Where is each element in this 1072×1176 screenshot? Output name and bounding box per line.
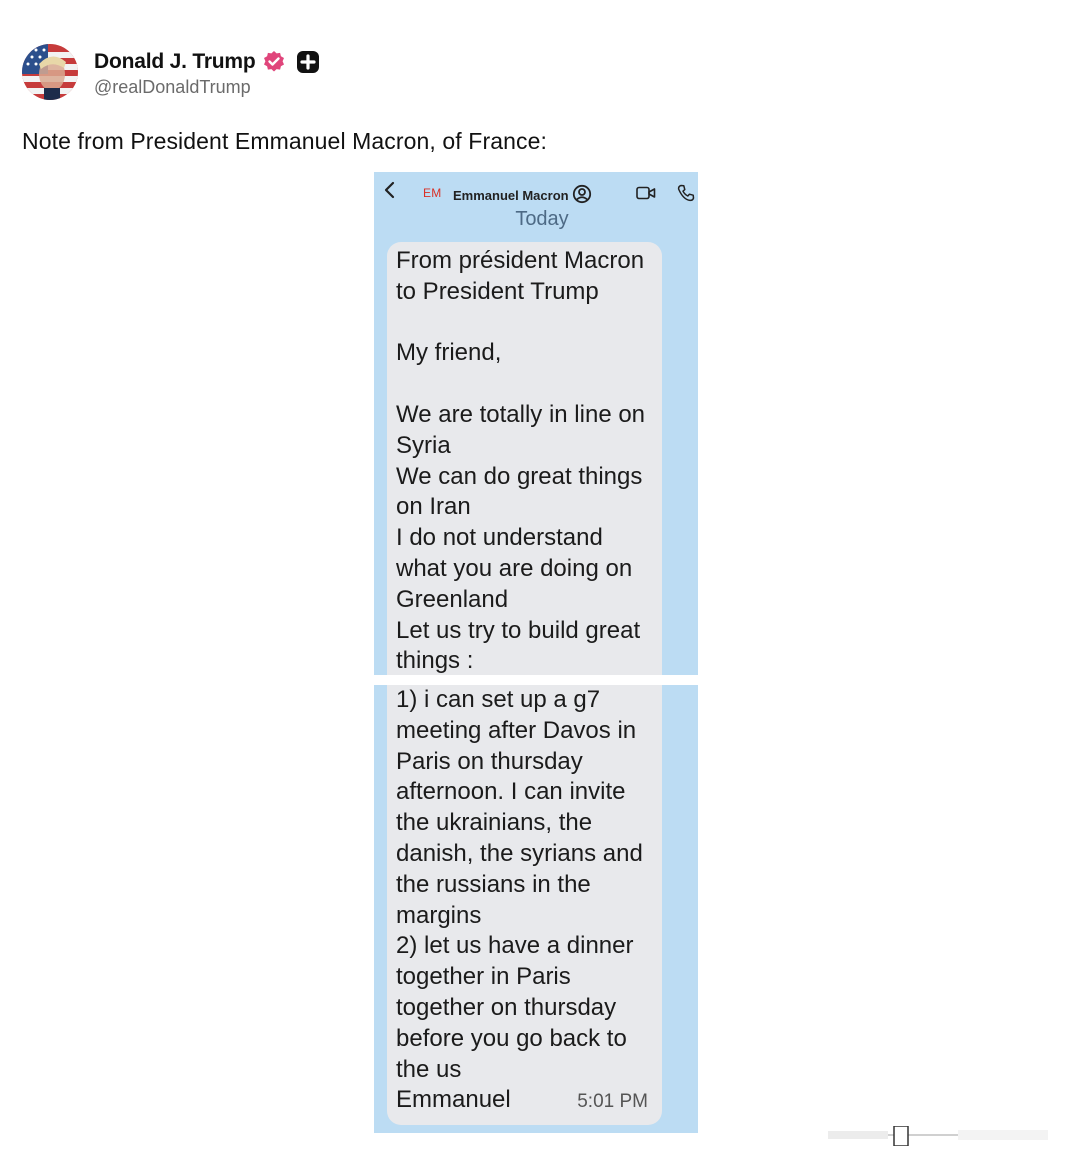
message-line: the us: [396, 1055, 462, 1083]
message-screenshot-top: [374, 172, 698, 675]
message-line: [396, 308, 653, 339]
message-line: afternoon. I can invite: [396, 778, 626, 806]
verified-badge-icon: [262, 50, 286, 74]
message-line: margins: [396, 901, 482, 929]
message-line: before you go back to: [396, 1024, 627, 1052]
message-line: what you are doing on: [396, 554, 633, 582]
message-line: Greenland: [396, 585, 509, 613]
avatar[interactable]: [22, 44, 78, 100]
message-line: Paris on thursday: [396, 747, 583, 775]
contact-icon: [572, 184, 592, 204]
message-line: on Iran: [396, 493, 471, 521]
video-call-icon: [636, 185, 656, 201]
conversation-header: [374, 172, 698, 206]
post-text: Note from President Emmanuel Macron, of France:: [22, 128, 547, 154]
message-line: together in Paris: [396, 963, 571, 991]
message-line: 1) i can set up a g7: [396, 686, 601, 713]
message-bubble-continued[interactable]: [387, 685, 662, 1125]
message-line: Syria: [396, 431, 451, 459]
author-handle[interactable]: @realDonaldTrump: [94, 76, 251, 97]
post-header: [22, 44, 320, 100]
scroll-indicator[interactable]: [828, 1126, 1048, 1146]
message-line: the ukrainians, the: [396, 809, 593, 837]
message-line: the russians in the: [396, 870, 591, 898]
message-screenshot-bottom: [374, 685, 698, 1133]
message-signature: Emmanuel: [396, 1086, 511, 1114]
message-bubble[interactable]: [387, 242, 662, 675]
message-line: together on thursday: [396, 993, 617, 1021]
message-line: meeting after Davos in: [396, 716, 637, 744]
phone-icon: [677, 184, 695, 202]
message-line: 2) let us have a dinner: [396, 932, 634, 960]
contact-name: Emmanuel Macron: [453, 188, 569, 203]
chevron-left-icon: [382, 181, 398, 199]
contact-initials: EM: [423, 186, 442, 200]
message-line: We can do great things: [396, 462, 643, 490]
message-line: My friend,: [396, 339, 502, 367]
message-last-row: [396, 1085, 653, 1116]
message-line: [396, 369, 653, 400]
message-line: From président Macron: [396, 247, 645, 274]
author-name[interactable]: Donald J. Trump: [94, 49, 256, 73]
message-line: We are totally in line on: [396, 400, 646, 428]
message-line: danish, the syrians and: [396, 839, 643, 867]
message-line: to President Trump: [396, 277, 599, 305]
message-line: I do not understand: [396, 524, 603, 552]
message-line: things :: [396, 647, 474, 675]
message-line: Let us try to build great: [396, 616, 641, 644]
plus-square-icon[interactable]: [296, 50, 320, 74]
date-label: Today: [515, 208, 569, 230]
message-timestamp: 5:01 PM: [577, 1091, 648, 1113]
